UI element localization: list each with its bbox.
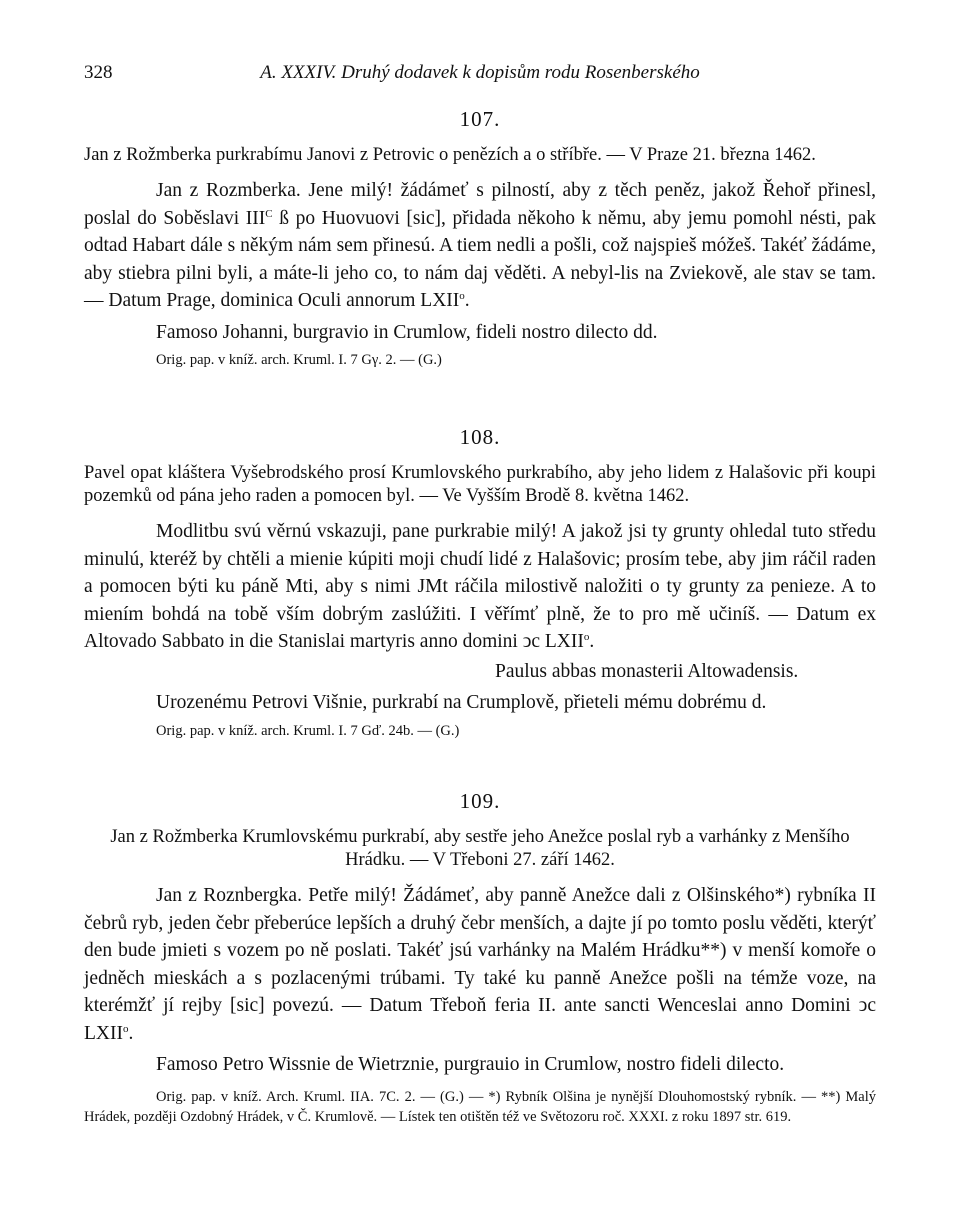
document-108 (84, 424, 876, 741)
document-regest: Pavel opat kláštera Vyšebrodského prosí Krumlovského purkrabího, aby jeho lidem z Halašovic při koupi pozemků od pána jeho raden a pomocen byl. — Ve Vyšším Brodě 8. května 1462. (84, 463, 876, 506)
document-number: 108. (459, 425, 501, 449)
source-note: Orig. pap. v kníž. arch. Kruml. I. 7 Gγ. 2. — (G.) (156, 352, 442, 368)
document-regest: Jan z Rožmberka purkrabímu Janovi z Petrovic o penězích a o stříbře. — V Praze 21. března 1462. (84, 145, 816, 165)
document-number: 107. (459, 107, 501, 131)
document-number: 109. (459, 789, 501, 813)
footnotes: Orig. pap. v kníž. Arch. Kruml. IIA. 7C. 2. — (G.) — *) Rybník Olšina je nynější Dlouhomostský rybník. — **) Malý Hrádek, později Ozdobný Hrádek, v Č. Krumlově. — Lístek ten otištěn též ve Světozoru roč. XXXI. z roku 1897 str. 619. (84, 1088, 876, 1125)
letter-address: Urozenému Petrovi Višnie, purkrabí na Crumplově, přieteli mému dobrému d. (156, 692, 767, 713)
page-number: 328 (84, 62, 113, 83)
source-note: Orig. pap. v kníž. arch. Kruml. I. 7 Gď. 24b. — (G.) (156, 722, 460, 739)
running-title: A. XXXIV. Druhý dodavek k dopisům rodu Rosenberského (260, 62, 700, 83)
document-regest: Jan z Rožmberka Krumlovskému purkrabí, aby sestře jeho Anežce poslal ryb a varhánky z Menšího Hrádku. — V Třeboni 27. září 1462. (110, 827, 850, 870)
running-header (84, 62, 876, 86)
letter-body: Jan z Roznbergka. Petře milý! Žádámeť, aby panně Anežce dali z Olšinského*) rybníka II čebrů ryb, jeden čebr přeberúce lepších a druhý čebr menších, a dajte jí po tomto poslu věděti, kterýť den bude jmieti s vozem po ně poslati. Takéť jsú varhánky na Malém Hrádku**) v menší komoře o jedněch mieskách a s pozlacenými trúbami. Ty také ku panně Anežce pošli na témže voze, na kterémžť jí rejby [sic] povezú. — Datum Třeboň feria II. ante sancti Wenceslai anno Domini ͻc LXII$^o$. (84, 885, 876, 1044)
document-107 (84, 106, 876, 370)
letter-address: Famoso Johanni, burgravio in Crumlow, fideli nostro dilecto dd. (156, 321, 658, 343)
letter-signature: Paulus abbas monasterii Altowadensis. (495, 660, 799, 682)
letter-body: Jan z Rozmberka. Jene milý! žádámeť s pilností, aby z těch peněz, jakož Řehoř přinesl, poslal do Soběslavi $III^C$ ß po Huovuovi [sic], přidada někoho k němu, aby jemu pomohl nésti, pak odtad Habart dále s někým nám sem přinesú. A tiem nedli a pošli, což najspieš móžeš. Takéť žádáme, aby stiebra pilni byli, a máte-li jeho co, to nám daj věděti. A nebyl-lis na Zviekově, ale stav se tam. — Datum Prage, dominica Oculi annorum LXII$^o$. (84, 180, 876, 311)
letter-body: Modlitbu svú věrnú vskazuji, pane purkrabie milý! A jakož jsi ty grunty ohledal tuto středu minulú, kteréž by chtěli a mienie kúpiti moji chudí lidé z Halašovic; prosím tebe, aby jim ráčil raden a pomocen býti ku páně Mti, aby s nimi JMt ráčila milostivě naložiti o ty grunty za penieze. A to miením bohdá na tobě vším dobrým zaslúžiti. I věřímť plně, že to pro mě učiníš. — Datum ex Altovado Sabbato in die Stanislai martyris anno domini ͻc LXII$^o$. (84, 521, 876, 652)
document-109 (84, 788, 876, 1127)
letter-address: Famoso Petro Wissnie de Wietrznie, purgrauio in Crumlow, nostro fideli dilecto. (156, 1054, 785, 1075)
